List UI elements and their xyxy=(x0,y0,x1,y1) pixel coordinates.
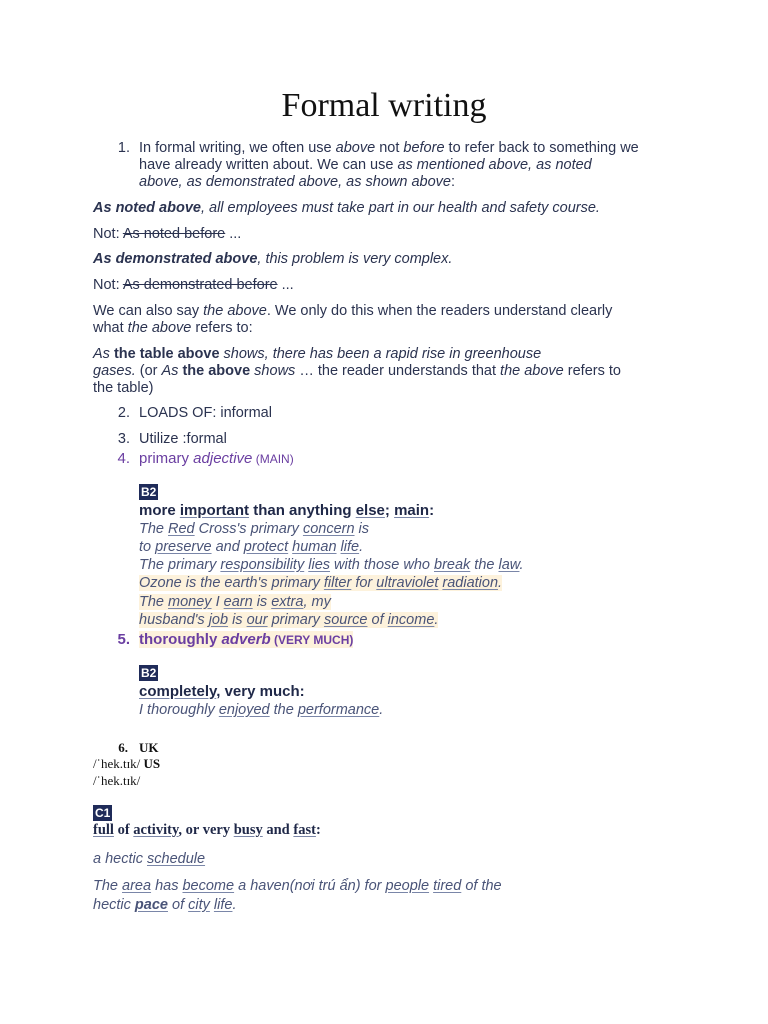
list-number-4: 4. xyxy=(117,450,130,467)
page-title: Formal writing xyxy=(281,87,487,124)
definition-primary: more important than anything else; main: xyxy=(139,502,435,519)
level-badge-b2: B2 xyxy=(141,485,157,499)
example-red-cross-line1: The Red Cross's primary concern is xyxy=(139,521,370,537)
example-haven-line2: hectic pace of city life. xyxy=(93,897,237,913)
not-as-noted-before: Not: As noted before ... xyxy=(93,226,242,242)
level-badge-b2-second: B2 xyxy=(141,666,157,680)
example-money-line1: The money I earn is extra, my xyxy=(139,594,331,610)
item1-line3: above, as demonstrated above, as shown above: xyxy=(139,174,455,190)
item6-uk-label: UK xyxy=(139,740,159,755)
list-number-5: 5. xyxy=(117,631,130,648)
item1-line2: have already written about. We can use as mentioned above, as noted xyxy=(139,157,592,173)
item5-headword: thoroughly adverb (VERY MUCH) xyxy=(139,631,354,648)
example-table-above-line2: gases. (or As the above shows … the reader understands that the above refers to xyxy=(93,363,621,379)
example-ozone: Ozone is the earth's primary filter for ultraviolet radiation. xyxy=(139,575,503,591)
ipa-us: /ˈhek.tɪk/ xyxy=(93,773,141,788)
example-table-above-line1: As the table above shows, there has been a rapid rise in greenhouse xyxy=(93,346,542,362)
paragraph-the-above-line1: We can also say the above. We only do this when the readers understand clearly xyxy=(93,303,613,319)
paragraph-the-above-line2: what the above refers to: xyxy=(93,320,253,336)
ipa-uk: /ˈhek.tɪk/ US xyxy=(93,756,161,771)
list-number-1: 1. xyxy=(117,140,130,156)
not-as-demonstrated-before: Not: As demonstrated before ... xyxy=(93,277,294,293)
list-number-2: 2. xyxy=(117,405,130,421)
definition-hectic: full of activity, or very busy and fast: xyxy=(93,822,321,838)
item1-line1: In formal writing, we often use above not before to refer back to something we xyxy=(139,140,639,156)
definition-thoroughly: completely, very much: xyxy=(139,683,305,700)
item4-headword: primary adjective (MAIN) xyxy=(139,450,294,467)
item3-text: Utilize :formal xyxy=(139,431,227,447)
example-thoroughly: I thoroughly enjoyed the performance. xyxy=(139,702,384,718)
level-badge-c1: C1 xyxy=(95,806,111,820)
list-number-3: 3. xyxy=(117,431,130,447)
example-money-line2: husband's job is our primary source of income. xyxy=(139,612,439,628)
example-table-above-line3: the table) xyxy=(93,380,154,396)
example-as-demonstrated-above: As demonstrated above, this problem is very complex. xyxy=(93,251,453,267)
example-haven-line1: The area has become a haven(nơi trú ẩn) for people tired of the xyxy=(93,878,502,894)
example-as-noted-above: As noted above, all employees must take part in our health and safety course. xyxy=(93,200,600,216)
item2-text: LOADS OF: informal xyxy=(139,405,272,421)
example-red-cross-line2: to preserve and protect human life. xyxy=(139,539,364,555)
list-number-6: 6. xyxy=(118,740,128,755)
example-hectic-schedule: a hectic schedule xyxy=(93,851,206,867)
example-responsibility: The primary responsibility lies with those who break the law. xyxy=(139,557,524,573)
